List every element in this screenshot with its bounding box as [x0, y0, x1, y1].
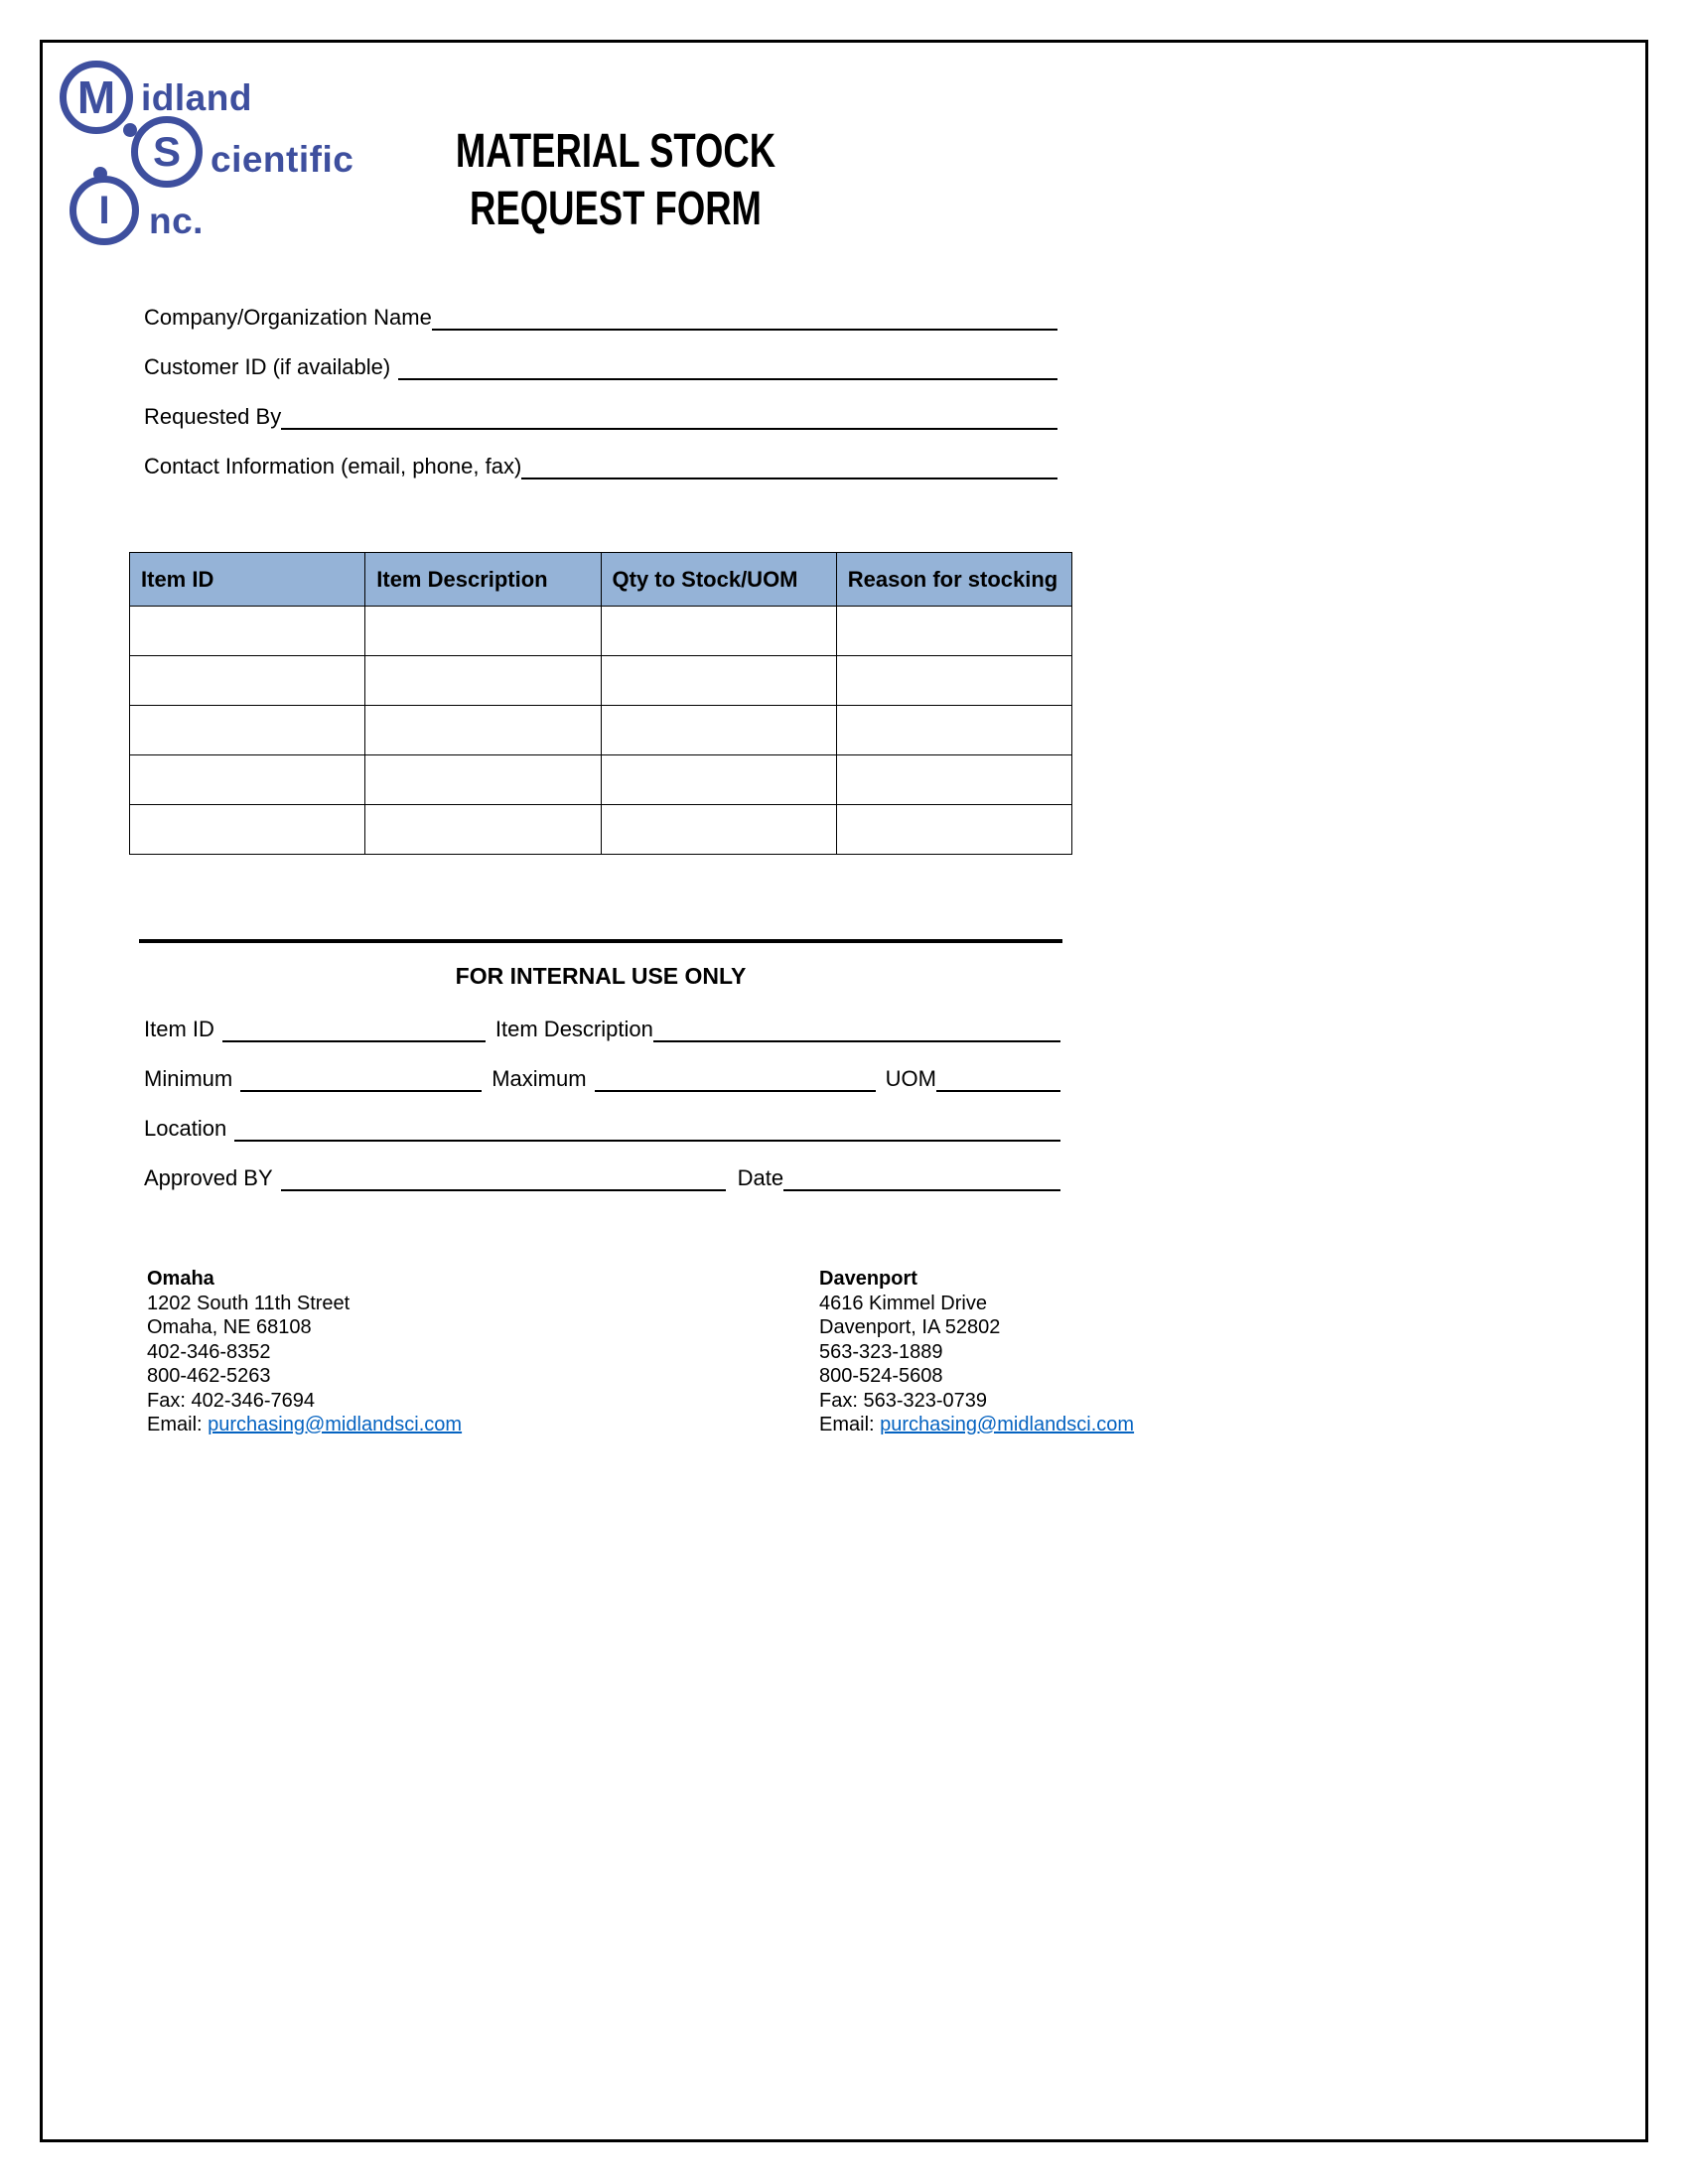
table-cell[interactable] — [365, 607, 601, 656]
table-cell[interactable] — [836, 706, 1071, 755]
logo-circle-m — [60, 61, 133, 134]
contact-info-line[interactable] — [521, 472, 1057, 479]
logo-circle-s — [131, 116, 203, 188]
table-cell[interactable] — [365, 656, 601, 706]
column-header-qty-to-stock-uom: Qty to Stock/UOM — [601, 553, 836, 607]
approved-by-label: Approved BY — [144, 1165, 273, 1190]
email-line — [819, 1413, 1296, 1437]
table-cell[interactable] — [130, 805, 365, 855]
item-description-line[interactable] — [653, 1034, 1060, 1042]
table-row — [130, 607, 1072, 656]
maximum-label: Maximum — [492, 1066, 587, 1091]
uom-line[interactable] — [936, 1084, 1060, 1092]
table-cell[interactable] — [601, 607, 836, 656]
request-fields-section — [144, 281, 1057, 479]
field-contact-info — [144, 430, 1057, 479]
address-line-1: 1202 South 11th Street — [147, 1292, 351, 1314]
table-cell[interactable] — [836, 755, 1071, 805]
email-line — [147, 1413, 624, 1437]
table-cell[interactable] — [601, 805, 836, 855]
location-line[interactable] — [234, 1134, 1060, 1142]
requested-by-label: Requested By — [144, 404, 282, 429]
item-id-line[interactable] — [222, 1034, 486, 1042]
location-name: Omaha — [147, 1268, 214, 1290]
maximum-line[interactable] — [595, 1084, 876, 1092]
fax-number: Fax: 563-323-0739 — [819, 1389, 988, 1412]
field-min-max-uom — [144, 1042, 1060, 1092]
phone-number-2: 800-524-5608 — [819, 1365, 943, 1387]
form-title — [427, 123, 804, 238]
customer-id-label: Customer ID (if available) — [144, 354, 391, 379]
email-link[interactable]: purchasing@midlandsci.com — [208, 1414, 463, 1435]
approved-by-line[interactable] — [281, 1183, 726, 1191]
requested-by-line[interactable] — [281, 422, 1057, 430]
column-header-item-id: Item ID — [130, 553, 365, 607]
logo-letter-i: I — [98, 188, 110, 232]
table-cell[interactable] — [365, 805, 601, 855]
location-omaha — [147, 1267, 624, 1437]
phone-number-1: 402-346-8352 — [147, 1340, 271, 1363]
table-row — [130, 706, 1072, 755]
address-line-2: Davenport, IA 52802 — [819, 1316, 1001, 1338]
company-name-label: Company/Organization Name — [144, 305, 432, 330]
table-row — [130, 755, 1072, 805]
field-company-name — [144, 281, 1057, 331]
column-header-reason-for-stocking: Reason for stocking — [836, 553, 1071, 607]
email-label: Email: — [147, 1414, 209, 1435]
table-row — [130, 805, 1072, 855]
table-row — [130, 656, 1072, 706]
field-internal-item — [144, 993, 1060, 1042]
location-davenport — [819, 1267, 1296, 1437]
table-cell[interactable] — [836, 805, 1071, 855]
logo-circle-i — [70, 176, 139, 245]
table-cell[interactable] — [836, 607, 1071, 656]
fax-number: Fax: 402-346-7694 — [147, 1389, 316, 1412]
table-cell[interactable] — [130, 706, 365, 755]
location-label: Location — [144, 1116, 227, 1141]
internal-fields-section — [144, 993, 1060, 1191]
table-cell[interactable] — [601, 706, 836, 755]
company-name-line[interactable] — [432, 323, 1057, 331]
table-header-row — [130, 553, 1072, 607]
address-line-1: 4616 Kimmel Drive — [819, 1292, 987, 1314]
table-cell[interactable] — [365, 706, 601, 755]
date-label: Date — [737, 1165, 784, 1190]
table-cell[interactable] — [130, 607, 365, 656]
address-line-2: Omaha, NE 68108 — [147, 1316, 312, 1338]
email-link[interactable]: purchasing@midlandsci.com — [880, 1414, 1135, 1435]
company-logo — [58, 56, 415, 264]
table-cell[interactable] — [601, 656, 836, 706]
title-line-2: REQUEST FORM — [470, 183, 762, 235]
title-line-1: MATERIAL STOCK — [455, 125, 776, 178]
logo-letter-s: S — [152, 128, 181, 175]
phone-number-1: 563-323-1889 — [819, 1340, 943, 1363]
item-id-label: Item ID — [144, 1017, 214, 1041]
customer-id-line[interactable] — [398, 372, 1057, 380]
field-customer-id — [144, 331, 1057, 380]
location-name: Davenport — [819, 1268, 917, 1290]
internal-section-divider — [139, 939, 1062, 943]
item-description-label: Item Description — [494, 1017, 653, 1041]
email-label: Email: — [819, 1414, 881, 1435]
logo-text-scientific: cientific — [211, 139, 354, 180]
field-approved-date — [144, 1142, 1060, 1191]
field-requested-by — [144, 380, 1057, 430]
table-cell[interactable] — [130, 656, 365, 706]
phone-number-2: 800-462-5263 — [147, 1365, 271, 1387]
table-cell[interactable] — [365, 755, 601, 805]
logo-text-midland: idland — [141, 77, 252, 118]
uom-label: UOM — [885, 1066, 936, 1091]
logo-text-inc: nc. — [149, 201, 204, 241]
contact-info-label: Contact Information (email, phone, fax) — [144, 454, 522, 478]
minimum-line[interactable] — [240, 1084, 482, 1092]
table-cell[interactable] — [130, 755, 365, 805]
table-cell[interactable] — [601, 755, 836, 805]
stock-request-table — [129, 552, 1072, 855]
minimum-label: Minimum — [144, 1066, 233, 1091]
date-line[interactable] — [783, 1183, 1060, 1191]
field-location — [144, 1092, 1060, 1142]
logo-letter-m: M — [76, 71, 116, 123]
table-cell[interactable] — [836, 656, 1071, 706]
column-header-item-description: Item Description — [365, 553, 601, 607]
internal-use-heading: FOR INTERNAL USE ONLY — [455, 963, 747, 989]
